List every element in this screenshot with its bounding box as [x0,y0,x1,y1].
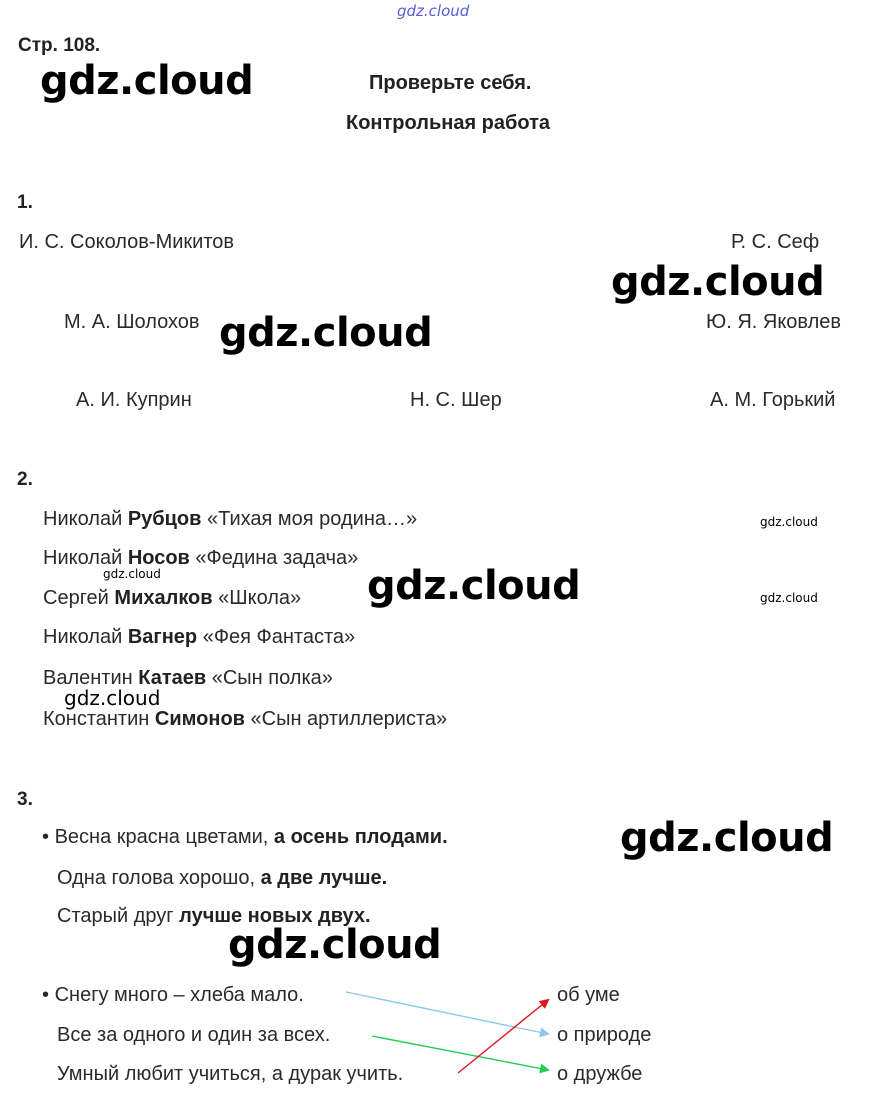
author-last-name: Михалков [114,587,213,609]
proverb-start: Весна красна цветами, [54,826,269,848]
task-2-number: 2. [17,469,33,490]
match-left-item: Умный любит учиться, а дурак учить. [57,1063,404,1085]
watermark: gdz.cloud [611,259,825,305]
task-3-number: 3. [17,789,33,810]
watermark-top: gdz.cloud [397,2,470,20]
match-left-text: Снегу много – хлеба мало. [54,984,304,1006]
proverb-end: а две лучше. [260,867,388,889]
match-right-item: о дружбе [557,1063,643,1085]
author-item: Ю. Я. Яковлев [706,311,841,333]
author-item: А. И. Куприн [76,389,192,411]
book-title: «Тихая моя родина…» [207,508,418,530]
proverb-end: лучше новых двух. [179,905,371,927]
watermark: gdz.cloud [760,515,818,529]
book-title: «Школа» [218,587,302,609]
author-first-name: Валентин [43,667,133,689]
author-last-name: Симонов [154,708,245,730]
book-title: «Сын артиллериста» [250,708,448,730]
book-title: «Фея Фантаста» [202,626,356,648]
author-first-name: Николай [43,508,123,530]
author-item: Р. С. Сеф [731,231,820,253]
watermark: gdz.cloud [103,567,161,581]
author-first-name: Николай [43,547,123,569]
author-last-name: Катаев [138,667,207,689]
watermark: gdz.cloud [219,310,433,356]
bullet: • [42,984,50,1006]
watermark: gdz.cloud [620,815,834,861]
task-1-number: 1. [17,192,33,213]
author-last-name: Носов [127,547,190,569]
watermark: gdz.cloud [367,563,581,609]
book-title: «Федина задача» [195,547,359,569]
proverb-end: а осень плодами. [273,826,448,848]
arrow-all-to-friendship [372,1036,548,1070]
match-right-item: об уме [557,984,620,1006]
author-item: Н. С. Шер [410,389,502,411]
watermark: gdz.cloud [760,591,818,605]
bullet: • [42,826,50,848]
arrow-snow-to-nature [346,992,548,1034]
watermark: gdz.cloud [228,922,442,968]
page-subtitle: Контрольная работа [346,112,550,134]
author-first-name: Константин [43,708,150,730]
proverb-start: Одна голова хорошо, [57,867,256,889]
author-item: А. М. Горький [710,389,836,411]
author-first-name: Сергей [43,587,109,609]
proverb-start: Старый друг [57,905,174,927]
watermark: gdz.cloud [64,686,161,710]
watermark: gdz.cloud [40,58,254,104]
author-last-name: Рубцов [127,508,202,530]
author-item: И. С. Соколов-Микитов [19,231,235,253]
author-item: М. А. Шолохов [64,311,200,333]
page-title: Проверьте себя. [369,72,532,94]
match-left-item: Все за одного и один за всех. [57,1024,331,1046]
page-label: Стр. 108. [18,35,101,56]
arrow-smart-to-mind [458,1000,548,1073]
author-first-name: Николай [43,626,123,648]
book-title: «Сын полка» [211,667,333,689]
author-last-name: Вагнер [127,626,198,648]
match-right-item: о природе [557,1024,652,1046]
